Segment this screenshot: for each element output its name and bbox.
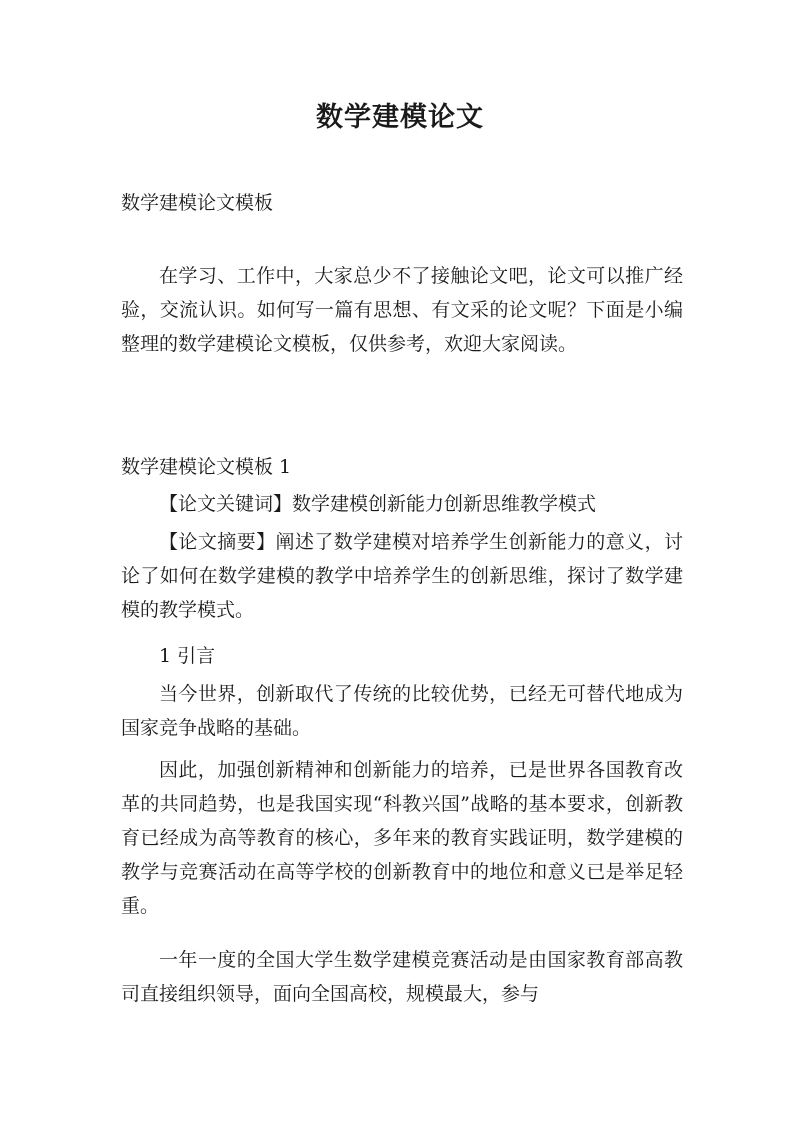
document-title: 数学建模论文: [316, 102, 484, 133]
section-1-title: 1 引言: [159, 645, 216, 667]
body-paragraph: 一年一度的全国大学生数学建模竞赛活动是由国家教育部高教司直接组织领导，面向全国高校，规模最大，参与: [121, 949, 683, 1005]
body-paragraph: 因此，加强创新精神和创新能力的培养，已是世界各国教育改革的共同趋势，也是我国实现“科教兴国”战略的基本要求，创新教育已经成为高等教育的核心，多年来的教育实践证明，数学建模的教学与竞赛活动在高等学校的创新教育中的地位和意义已是举足轻重。: [121, 759, 683, 917]
document-subtitle: 数学建模论文模板: [121, 192, 274, 214]
abstract-paragraph: 【论文摘要】阐述了数学建模对培养学生创新能力的意义，讨论了如何在数学建模的教学中培养学生的创新思维，探讨了数学建模的教学模式。: [121, 531, 683, 621]
intro-paragraph: 在学习、工作中，大家总少不了接触论文吧，论文可以推广经验，交流认识。如何写一篇有思想、有文采的论文呢？下面是小编整理的数学建模论文模板，仅供参考，欢迎大家阅读。: [121, 265, 683, 355]
keywords-paragraph: 【论文关键词】数学建模创新能力创新思维教学模式: [159, 493, 597, 515]
section-heading: 数学建模论文模板 1: [121, 456, 292, 478]
body-paragraph: 当今世界，创新取代了传统的比较优势，已经无可替代地成为国家竞争战略的基础。: [121, 683, 683, 739]
